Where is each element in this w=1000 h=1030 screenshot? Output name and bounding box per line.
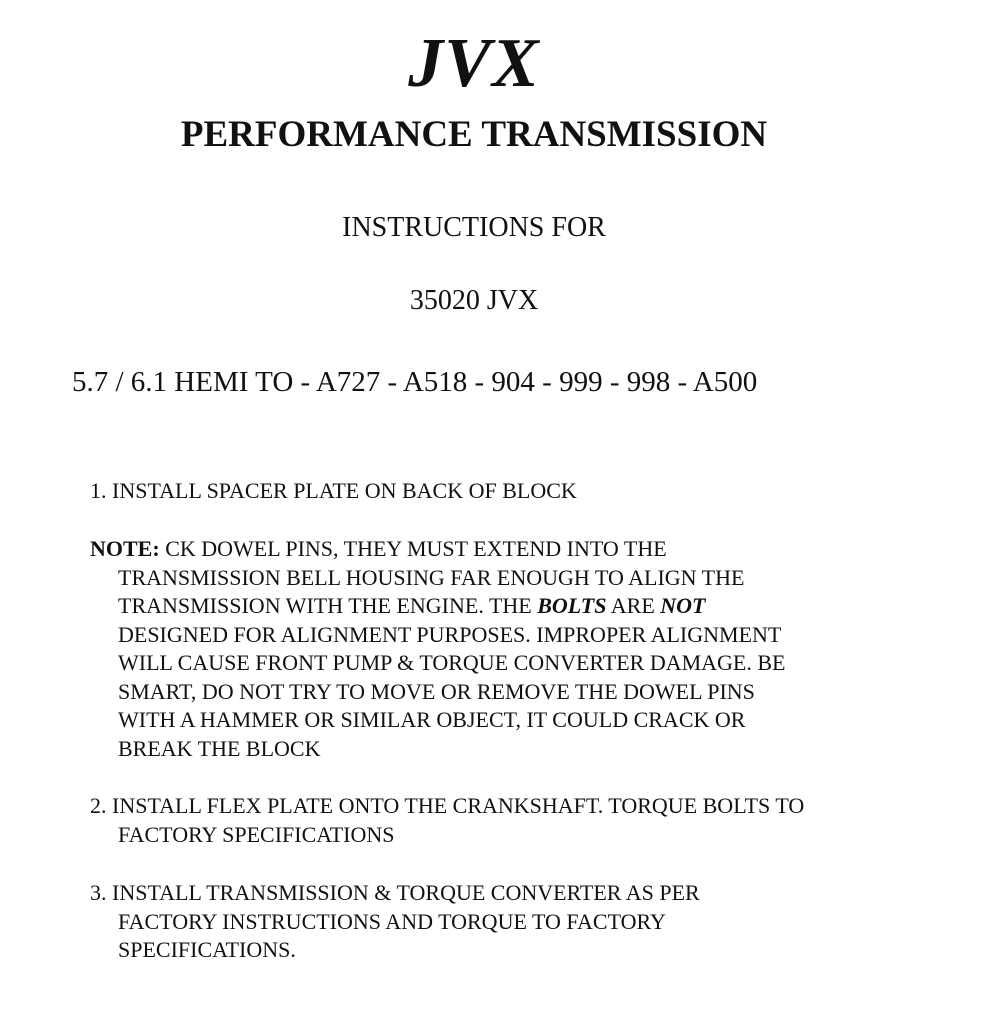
company-name: PERFORMANCE TRANSMISSION (180, 114, 768, 155)
jvx-logo: JVX (408, 25, 540, 102)
step-3 (90, 879, 700, 965)
note-block (90, 535, 785, 763)
bolts-emphasis: BOLTS (537, 593, 607, 618)
note-line-3-mid: ARE (606, 593, 661, 618)
note-line-8: BREAK THE BLOCK (118, 735, 321, 761)
step-3-line-3: SPECIFICATIONS. (118, 937, 296, 962)
note-line-3-pre: TRANSMISSION WITH THE ENGINE. THE (118, 593, 538, 618)
step-1 (90, 477, 577, 506)
step-1-text: 1. INSTALL SPACER PLATE ON BACK OF BLOCK (90, 478, 577, 503)
instructions-heading: INSTRUCTIONS FOR (342, 212, 606, 243)
note-line-6: SMART, DO NOT TRY TO MOVE OR REMOVE THE DOWEL PINS (118, 678, 755, 704)
note-line-3 (90, 592, 785, 621)
application-line: 5.7 / 6.1 HEMI TO - A727 - A518 - 904 - 999 - 998 - A500 (72, 366, 758, 398)
step-2 (90, 792, 804, 849)
note-line-1-text: CK DOWEL PINS, THEY MUST EXTEND INTO THE (159, 536, 667, 561)
part-number: 35020 JVX (409, 285, 539, 316)
note-line-1 (90, 535, 785, 564)
note-line-7: WITH A HAMMER OR SIMILAR OBJECT, IT COULD CRACK OR (118, 707, 746, 732)
note-label: NOTE: (90, 536, 160, 561)
step-3-line-2: FACTORY INSTRUCTIONS AND TORQUE TO FACTORY (118, 908, 666, 934)
not-emphasis: NOT (660, 593, 706, 618)
note-line-4: DESIGNED FOR ALIGNMENT PURPOSES. IMPROPER ALIGNMENT (118, 621, 782, 647)
note-line-5: WILL CAUSE FRONT PUMP & TORQUE CONVERTER DAMAGE. BE (118, 650, 786, 675)
step-2-line-1: 2. INSTALL FLEX PLATE ONTO THE CRANKSHAFT. TORQUE BOLTS TO (90, 793, 805, 818)
note-line-2: TRANSMISSION BELL HOUSING FAR ENOUGH TO ALIGN THE (118, 564, 745, 590)
step-2-line-2: FACTORY SPECIFICATIONS (118, 821, 395, 847)
step-3-line-1: 3. INSTALL TRANSMISSION & TORQUE CONVERTER AS PER (90, 880, 700, 905)
